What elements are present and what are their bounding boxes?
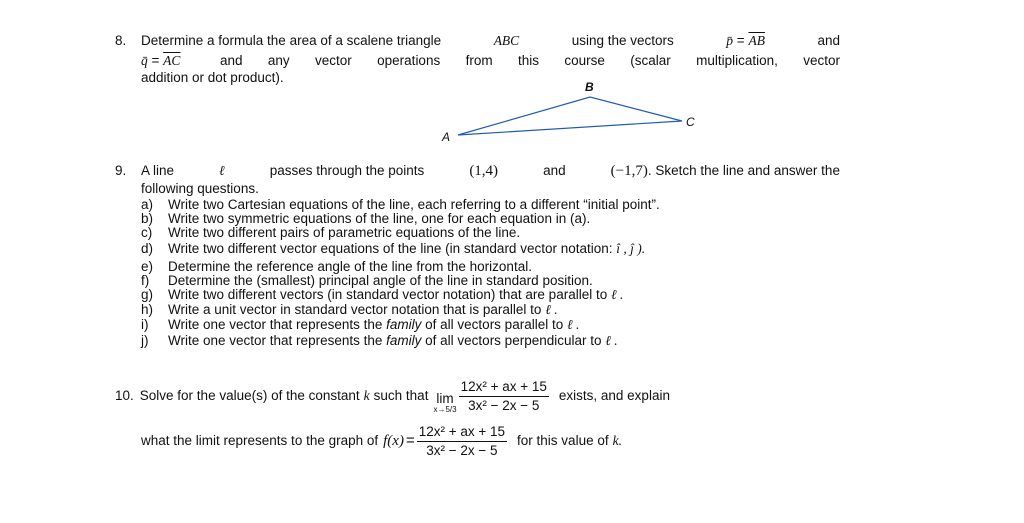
item-letter: d) bbox=[141, 241, 154, 256]
item-letter: c) bbox=[141, 225, 153, 240]
item-letter: g) bbox=[141, 287, 154, 302]
q10-k: k bbox=[363, 388, 370, 403]
label-a: A bbox=[442, 130, 451, 144]
q8-line2 bbox=[141, 53, 840, 69]
q8-and: and bbox=[817, 33, 840, 48]
limit-operator bbox=[433, 390, 457, 414]
item-emphasis: family bbox=[386, 317, 422, 332]
item-letter: b) bbox=[141, 211, 154, 226]
item-letter: h) bbox=[141, 302, 154, 317]
triangle-diagram bbox=[430, 75, 700, 145]
q9-item-c bbox=[141, 225, 521, 241]
function-fraction bbox=[417, 424, 507, 459]
item-tail: ℓ . bbox=[567, 317, 580, 332]
q9-text-a: A line bbox=[141, 163, 175, 178]
q9-item-h bbox=[141, 302, 558, 318]
item-emphasis: family bbox=[386, 333, 422, 348]
item-text: Write one vector that represents the bbox=[168, 333, 383, 348]
q8-q-vector: q̄ bbox=[141, 53, 148, 68]
fraction-denominator: 3x² − 2x − 5 bbox=[468, 397, 540, 413]
item-letter: a) bbox=[141, 197, 154, 212]
item-text: of all vectors perpendicular to bbox=[425, 333, 602, 348]
fraction-numerator: 12x² + ax + 15 bbox=[459, 379, 549, 397]
q8-p-vector: p̄ bbox=[726, 33, 734, 48]
q8-abc: ABC bbox=[493, 33, 520, 48]
item-text: Write a unit vector in standard vector notation that is parallel to bbox=[168, 302, 542, 317]
label-b: B bbox=[585, 80, 594, 94]
item-letter: e) bbox=[141, 259, 154, 274]
lim-subscript: x→5/3 bbox=[433, 404, 457, 414]
item-letter: i) bbox=[141, 317, 149, 332]
q8-AC: $\overline{AC}$ bbox=[163, 53, 181, 68]
q10-number: 10. bbox=[115, 388, 134, 403]
item-tail: ℓ . bbox=[545, 302, 558, 317]
limit-fraction bbox=[459, 379, 549, 414]
q9-number: 9. bbox=[115, 163, 127, 178]
label-c: C bbox=[686, 115, 695, 129]
q8-line1 bbox=[115, 33, 840, 49]
item-tail: ℓ . bbox=[605, 333, 618, 348]
q8-eq1: = bbox=[736, 33, 745, 48]
q8-eq2: = bbox=[151, 53, 160, 68]
q10-text-l2b: for this value of bbox=[517, 433, 609, 448]
lim-word: lim bbox=[436, 390, 454, 406]
item-text: of all vectors parallel to bbox=[425, 317, 564, 332]
q10-fx: f(x) bbox=[383, 433, 404, 449]
q10-text-l2a: what the limit represents to the graph of bbox=[141, 433, 379, 448]
q9-text-b: passes through the points bbox=[269, 163, 425, 178]
q10-text-b: such that bbox=[373, 388, 429, 403]
q9-line1 bbox=[115, 163, 840, 179]
q10-text-a: Solve for the value(s) of the constant bbox=[139, 388, 360, 403]
q9-text-c: . Sketch the line and answer the bbox=[647, 163, 840, 178]
q9-point2: (−1,7) bbox=[610, 163, 648, 179]
q9-point1: (1,4) bbox=[469, 163, 499, 179]
item-tail: ℓ . bbox=[610, 287, 624, 302]
q9-item-j bbox=[141, 333, 618, 349]
item-text: Write two Cartesian equations of the line, each referring to a different “initial point”. bbox=[168, 197, 660, 212]
q8-line3: addition or dot product). bbox=[141, 70, 284, 85]
triangle-abc bbox=[458, 97, 682, 135]
item-text: Write two different vector equations of the line (in standard vector notation: bbox=[168, 241, 613, 256]
fraction-denominator: 3x² − 2x − 5 bbox=[426, 442, 498, 458]
q9-item-i bbox=[141, 317, 580, 333]
item-text: Write two different vectors (in standard vector notation) that are parallel to bbox=[168, 287, 608, 302]
item-text: Write two different pairs of parametric equations of the line. bbox=[168, 225, 521, 240]
q9-and: and bbox=[543, 163, 566, 178]
item-letter: j) bbox=[141, 333, 149, 348]
item-letter: f) bbox=[141, 273, 150, 288]
q10-text-c: exists, and explain bbox=[558, 388, 670, 403]
q8-text-part2: using the vectors bbox=[571, 33, 674, 48]
q9-ell: ℓ bbox=[219, 163, 225, 178]
q10-line2 bbox=[141, 424, 622, 458]
q9-item-d bbox=[141, 241, 646, 257]
item-text: Write one vector that represents the bbox=[168, 317, 383, 332]
q8-number: 8. bbox=[115, 33, 127, 48]
fraction-numerator: 12x² + ax + 15 bbox=[417, 424, 507, 442]
q10-line1 bbox=[115, 379, 670, 413]
q9-line2: following questions. bbox=[141, 181, 259, 196]
q9-item-g bbox=[141, 287, 624, 303]
item-text: Determine the reference angle of the line from the horizontal. bbox=[168, 259, 532, 274]
q8-text-part1: Determine a formula the area of a scalene triangle bbox=[141, 33, 442, 48]
item-text: Determine the (smallest) principal angle of the line in standard position. bbox=[168, 273, 593, 288]
item-tail: î , ĵ ). bbox=[616, 241, 646, 256]
item-text: Write two symmetric equations of the line, one for each equation in (a). bbox=[168, 211, 591, 226]
q10-eq: = bbox=[405, 432, 415, 449]
q10-k2: k. bbox=[612, 433, 622, 448]
q8-line2-text: and any vector operations from this course (scalar multiplication, vector bbox=[220, 53, 840, 68]
q8-AB: $\overline{AB}$ bbox=[748, 33, 765, 48]
